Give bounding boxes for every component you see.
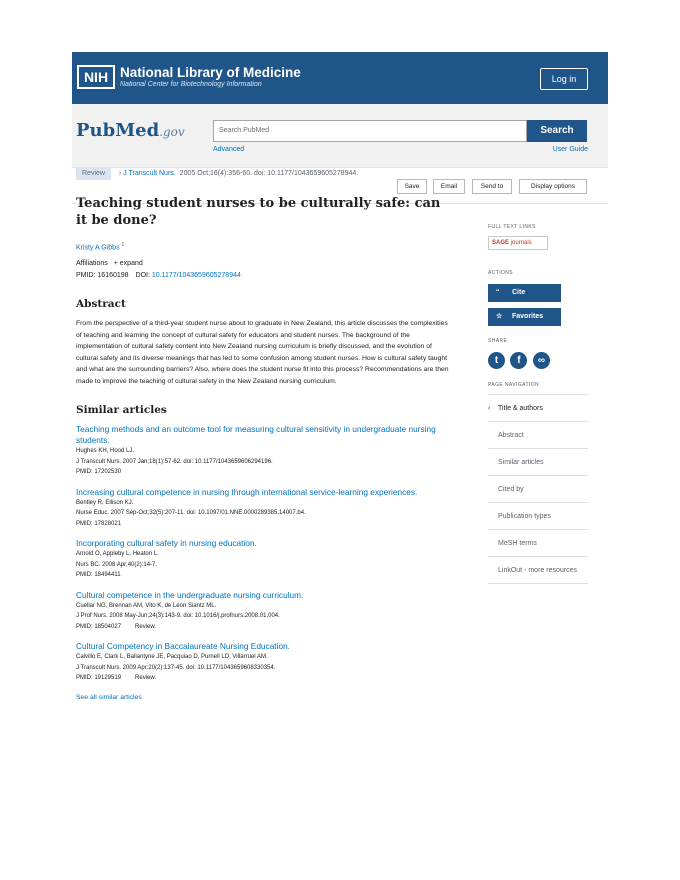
sage-brand: SAGE xyxy=(492,240,510,246)
similar-article-pmid xyxy=(76,622,451,633)
doi-label: DOI: xyxy=(135,272,150,280)
similar-article-title[interactable]: Incorporating cultural safety in nursing education. xyxy=(76,538,257,549)
similar-article-item xyxy=(76,641,451,684)
user-guide-link[interactable]: User Guide xyxy=(552,146,588,153)
send-to-button[interactable]: Send to xyxy=(472,179,512,194)
similar-article-authors: Bentley R, Ellison KJ. xyxy=(76,499,134,506)
author-line xyxy=(76,242,451,251)
sage-journals-link[interactable] xyxy=(488,236,548,250)
similar-article-citation: J Transcult Nurs. 2007 Jan;18(1):57-62. doi: 10.1177/1043659606294196. xyxy=(76,458,273,465)
page-navigation-label: PAGE NAVIGATION xyxy=(488,382,540,388)
citation-text: 2005 Oct;16(4):356-60. doi: 10.1177/1043659605278944. xyxy=(179,170,359,177)
similar-article-authors: Calvillo E, Clark L, Ballantyne JE, Pacquiao D, Purnell LD, Villarruel AM. xyxy=(76,654,268,661)
pmid-value: 16160198 xyxy=(97,272,129,280)
similar-article-pmid-value: PMID: 18494411 xyxy=(76,572,121,579)
pmid-label: PMID: xyxy=(76,272,96,280)
similar-article-title[interactable]: Cultural competence in the undergraduate nursing curriculum. xyxy=(76,589,304,600)
breadcrumb xyxy=(76,168,451,180)
similar-article-citation: Nurs BC. 2008 Apr;40(2):14-7. xyxy=(76,561,158,568)
save-button[interactable]: Save xyxy=(397,179,427,194)
favorites-label: Favorites xyxy=(512,313,544,320)
page-navigation xyxy=(488,394,588,584)
pubmed-search-bar xyxy=(72,104,608,168)
similar-article-citation: Nurse Educ. 2007 Sep-Oct;32(5):207-11. doi: 10.1097/01.NNE.0000289385.14007.b4. xyxy=(76,510,306,517)
nav-item-publication-types[interactable]: Publication types xyxy=(488,503,588,530)
similar-article-item xyxy=(76,424,451,478)
nav-item-title-authors[interactable] xyxy=(488,395,588,422)
similar-articles-list xyxy=(76,424,451,684)
similar-articles-heading: Similar articles xyxy=(76,404,167,417)
similar-article-authors: Hughes KH, Hood LJ. xyxy=(76,448,135,455)
advanced-search-link[interactable]: Advanced xyxy=(213,146,245,153)
twitter-icon[interactable]: t xyxy=(488,352,505,369)
author-link[interactable]: Kristy A Gibbs xyxy=(76,244,120,252)
similar-article-title[interactable]: Teaching methods and an outcome tool for measuring cultural sensitivity in undergraduate nursing students. xyxy=(76,424,436,446)
abstract-text: From the perspective of a third-year student nurse about to graduate in New Zealand, this article discusses the complexities of teaching and learning the concept of cultural safety for educators and student nurses. The background of the implementation of cultural safety content into New Zealand nursing curriculum is briefly discussed, and the evolution of cultural safety and its diverse meanings that has led to some confusion among student nurses. How is cultural safety taught and what are the surrounding barriers? Also, where does the student nurse fit into this process? Recommendations are then made to improve the teaching of cultural safety in the New Zealand nursing curriculum. xyxy=(76,320,449,385)
similar-article-pmid xyxy=(76,519,451,530)
similar-article-item xyxy=(76,487,451,530)
similar-article-pmid xyxy=(76,570,451,581)
logo-pub: Pub xyxy=(76,120,116,141)
chevron-right-icon: › xyxy=(118,170,122,177)
login-button[interactable]: Log in xyxy=(540,68,588,90)
similar-article-pmid-value: PMID: 18504027 xyxy=(76,623,122,630)
facebook-icon[interactable]: f xyxy=(510,352,527,369)
similar-article-authors: Cuellar NG, Brennan AM, Vito K, de Leon Siantz ML. xyxy=(76,602,217,609)
plus-icon: + xyxy=(113,260,118,268)
review-badge: Review xyxy=(76,168,111,180)
review-tag: Review. xyxy=(135,623,157,630)
expand-toggle[interactable] xyxy=(114,260,143,267)
similar-article-authors: Arnold O, Appleby L, Heaton L. xyxy=(76,551,159,558)
search-input[interactable]: Search PubMed xyxy=(213,120,527,142)
nav-item-abstract[interactable]: Abstract xyxy=(488,422,588,449)
article-main xyxy=(76,168,451,701)
nav-item-cited-by[interactable]: Cited by xyxy=(488,476,588,503)
actions-group xyxy=(488,284,588,326)
email-button[interactable]: Email xyxy=(433,179,465,194)
see-all-similar-link[interactable]: See all similar articles xyxy=(76,693,142,701)
logo-gov: .gov xyxy=(159,125,185,139)
logo-med: Med xyxy=(115,120,160,141)
nav-item-mesh-terms[interactable]: MeSH terms xyxy=(488,530,588,557)
abstract-heading: Abstract xyxy=(76,298,126,311)
similar-article-pmid-value: PMID: 19129519 xyxy=(76,675,122,682)
pubmed-logo[interactable] xyxy=(76,120,185,141)
favorites-button[interactable] xyxy=(488,308,561,326)
identifiers-row xyxy=(76,272,451,279)
nlm-title[interactable]: National Library of Medicine xyxy=(120,65,301,80)
display-options-button[interactable]: Display options xyxy=(519,179,587,194)
star-icon: ☆ xyxy=(496,313,503,320)
journal-link[interactable]: J Transcult Nurs. xyxy=(123,170,176,177)
review-tag: Review. xyxy=(135,675,157,682)
similar-article-pmid-value: PMID: 17828021 xyxy=(76,520,122,527)
nav-item-label: Title & authors xyxy=(498,405,543,412)
chevron-left-icon: ‹ xyxy=(488,405,491,412)
cite-button[interactable] xyxy=(488,284,561,302)
author-affiliation-number: 1 xyxy=(121,242,125,248)
article-title: Teaching student nurses to be culturally safe: can it be done? xyxy=(76,196,441,228)
similar-article-title[interactable]: Cultural Competency in Baccalaureate Nursing Education. xyxy=(76,641,290,652)
affiliations-row xyxy=(76,260,451,267)
similar-article-item xyxy=(76,538,451,581)
nih-header xyxy=(72,52,608,104)
similar-article-pmid-value: PMID: 17202530 xyxy=(76,469,122,476)
search-button[interactable]: Search xyxy=(527,120,587,142)
share-label: SHARE xyxy=(488,338,508,344)
affiliations-label: Affiliations xyxy=(76,260,108,268)
cite-label: Cite xyxy=(512,289,526,296)
doi-link[interactable]: 10.1177/1043659605278944 xyxy=(151,272,241,280)
ncbi-subtitle: National Center for Biotechnology Information xyxy=(120,81,262,88)
nav-item-linkout[interactable]: LinkOut - more resources xyxy=(488,557,588,584)
actions-label: ACTIONS xyxy=(488,270,514,276)
similar-article-citation: J Transcult Nurs. 2009 Apr;20(2):137-45. doi: 10.1177/1043659608330354. xyxy=(76,664,276,671)
quote-icon: “ xyxy=(496,289,500,296)
similar-article-item xyxy=(76,590,451,633)
full-text-links-label: FULL TEXT LINKS xyxy=(488,224,536,230)
nav-item-similar-articles[interactable]: Similar articles xyxy=(488,449,588,476)
link-icon[interactable]: ∞ xyxy=(533,352,550,369)
similar-article-pmid xyxy=(76,673,451,684)
nih-logo[interactable]: NIH xyxy=(77,65,115,89)
similar-article-citation: J Prof Nurs. 2008 May-Jun;24(3):143-9. doi: 10.1016/j.profnurs.2008.01.004. xyxy=(76,613,280,620)
share-buttons xyxy=(488,350,588,368)
similar-article-title[interactable]: Increasing cultural competence in nursing through international service-learning experiences. xyxy=(76,486,418,497)
sidebar xyxy=(488,224,588,584)
sage-journals-word: journals xyxy=(510,240,532,246)
similar-article-pmid xyxy=(76,467,451,478)
expand-label: expand xyxy=(119,260,143,268)
